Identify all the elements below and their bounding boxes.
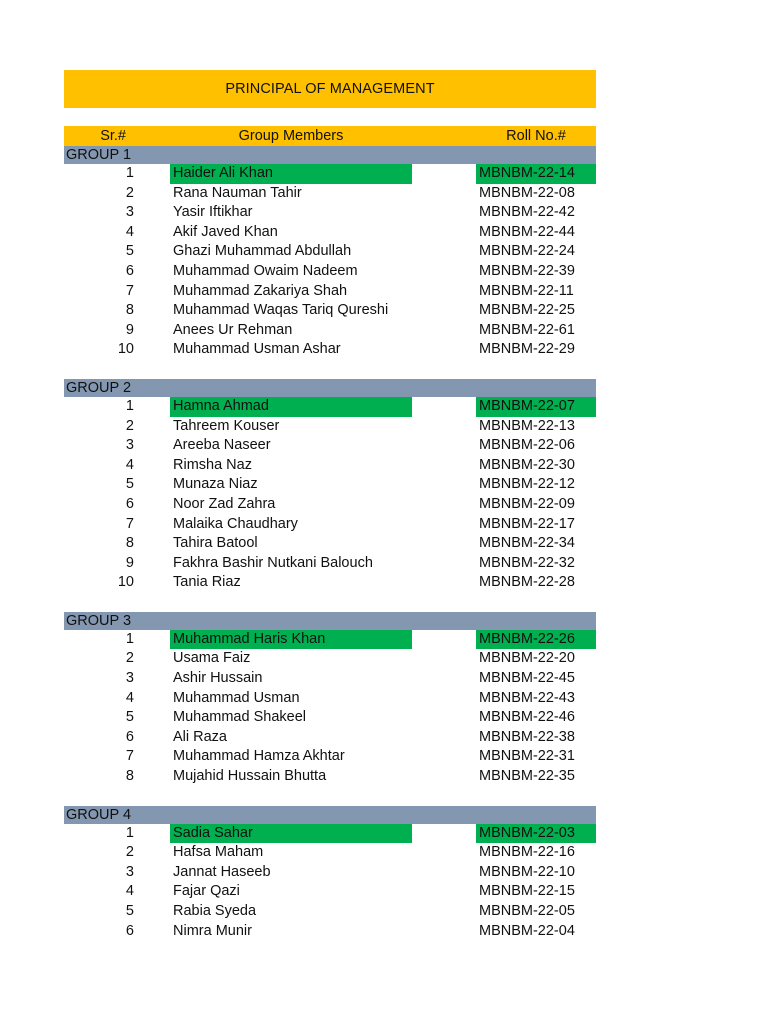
- serial-number: 1: [125, 824, 134, 841]
- roll-number: MBNBM-22-38: [479, 728, 575, 745]
- serial-number: 3: [125, 863, 134, 880]
- roll-number: MBNBM-22-07: [476, 397, 596, 417]
- member-name: Muhammad Shakeel: [173, 709, 306, 726]
- roll-number: MBNBM-22-35: [479, 768, 575, 785]
- table-row: [64, 515, 596, 535]
- serial-number: 2: [125, 650, 134, 667]
- table-row: [64, 340, 596, 360]
- member-name: Haider Ali Khan: [170, 164, 412, 184]
- serial-number: 4: [125, 223, 134, 240]
- table-row: [64, 747, 596, 767]
- table-row: [64, 301, 596, 321]
- roll-number: MBNBM-22-44: [479, 223, 575, 240]
- table-row: [64, 922, 596, 942]
- serial-number: 2: [125, 184, 134, 201]
- column-header-roll: Roll No.#: [506, 128, 566, 144]
- roll-number: MBNBM-22-26: [476, 630, 596, 650]
- member-name: Fakhra Bashir Nutkani Balouch: [173, 554, 373, 571]
- serial-number: 5: [125, 243, 134, 260]
- roll-number: MBNBM-22-04: [479, 922, 575, 939]
- roll-number: MBNBM-22-20: [479, 650, 575, 667]
- group-label: GROUP 3: [64, 612, 596, 630]
- table-row: [64, 262, 596, 282]
- serial-number: 10: [117, 341, 134, 358]
- table-row: [64, 242, 596, 262]
- table-row: [64, 475, 596, 495]
- serial-number: 3: [125, 204, 134, 221]
- member-name: Usama Faiz: [173, 650, 251, 667]
- table-row: [64, 534, 596, 554]
- table-row: [64, 321, 596, 341]
- roll-number: MBNBM-22-06: [479, 437, 575, 454]
- table-row: [64, 554, 596, 574]
- table-row: [64, 223, 596, 243]
- sheet-title: PRINCIPAL OF MANAGEMENT: [64, 70, 596, 108]
- serial-number: 4: [125, 689, 134, 706]
- member-name: Rana Nauman Tahir: [173, 184, 302, 201]
- table-row: [64, 767, 596, 787]
- roll-number: MBNBM-22-17: [479, 515, 575, 532]
- table-row: [64, 689, 596, 709]
- group-leader-row: [64, 824, 596, 844]
- member-name: Rimsha Naz: [173, 456, 252, 473]
- roll-number: MBNBM-22-28: [479, 574, 575, 591]
- table-row: [64, 573, 596, 593]
- member-name: Muhammad Hamza Akhtar: [173, 748, 345, 765]
- column-header-sr: Sr.#: [100, 128, 126, 144]
- serial-number: 9: [125, 554, 134, 571]
- table-row: [64, 436, 596, 456]
- member-name: Rabia Syeda: [173, 903, 257, 919]
- roll-number: MBNBM-22-25: [479, 302, 575, 319]
- member-name: Ali Raza: [173, 728, 227, 745]
- group-section: [64, 146, 596, 360]
- member-name: Areeba Naseer: [173, 437, 271, 454]
- member-name: Yasir Iftikhar: [173, 204, 253, 221]
- group-section: [64, 612, 596, 787]
- table-row: [64, 902, 596, 922]
- table-row: [64, 843, 596, 863]
- member-name: Muhammad Haris Khan: [170, 630, 412, 650]
- group-leader-row: [64, 630, 596, 650]
- serial-number: 6: [125, 262, 134, 279]
- roll-number: MBNBM-22-10: [479, 863, 575, 880]
- group-label: GROUP 2: [64, 379, 596, 397]
- table-row: [64, 882, 596, 902]
- serial-number: 7: [125, 515, 134, 532]
- roll-number: MBNBM-22-08: [479, 184, 575, 201]
- roll-number: MBNBM-22-12: [479, 476, 575, 493]
- roll-number: MBNBM-22-24: [479, 243, 575, 260]
- member-name: Muhammad Waqas Tariq Qureshi: [173, 302, 389, 319]
- serial-number: 6: [125, 495, 134, 512]
- table-row: [64, 417, 596, 437]
- group-leader-row: [64, 397, 596, 417]
- roll-number: MBNBM-22-45: [479, 670, 575, 687]
- table-row: [64, 728, 596, 748]
- roll-number: MBNBM-22-16: [479, 844, 575, 861]
- member-name: Hafsa Maham: [173, 844, 264, 861]
- serial-number: 7: [125, 282, 134, 299]
- serial-number: 1: [125, 397, 134, 414]
- serial-number: 3: [125, 437, 134, 454]
- member-name: Tania Riaz: [173, 574, 241, 591]
- table-row: [64, 203, 596, 223]
- roll-number: MBNBM-22-13: [479, 417, 575, 434]
- table-row: [64, 708, 596, 728]
- roll-number: MBNBM-22-30: [479, 456, 575, 473]
- roll-number: MBNBM-22-46: [479, 709, 575, 726]
- spreadsheet: [64, 70, 596, 960]
- serial-number: 5: [125, 476, 134, 493]
- member-name: Nimra Munir: [173, 922, 252, 939]
- member-name: Munaza Niaz: [173, 476, 258, 493]
- serial-number: 2: [125, 844, 134, 861]
- roll-number: MBNBM-22-61: [479, 321, 575, 338]
- roll-number: MBNBM-22-32: [479, 554, 575, 571]
- serial-number: 6: [125, 922, 134, 939]
- member-name: Muhammad Owaim Nadeem: [173, 262, 358, 279]
- groups-container: [64, 146, 596, 941]
- member-name: Muhammad Usman: [173, 689, 300, 706]
- roll-number: MBNBM-22-31: [479, 748, 575, 765]
- serial-number: 1: [125, 165, 134, 181]
- member-name: Noor Zad Zahra: [173, 495, 276, 512]
- roll-number: MBNBM-22-42: [479, 204, 575, 221]
- group-leader-row: [64, 164, 596, 184]
- member-name: Tahreem Kouser: [173, 417, 280, 434]
- group-label: GROUP 4: [64, 806, 596, 824]
- table-row: [64, 669, 596, 689]
- member-name: Fajar Qazi: [173, 883, 240, 900]
- serial-number: 6: [125, 728, 134, 745]
- serial-number: 8: [125, 768, 134, 785]
- column-header-members: Group Members: [238, 128, 344, 144]
- member-name: Jannat Haseeb: [173, 863, 271, 880]
- roll-number: MBNBM-22-11: [479, 282, 574, 299]
- member-name: Akif Javed Khan: [173, 223, 278, 240]
- roll-number: MBNBM-22-29: [479, 341, 575, 358]
- member-name: Hamna Ahmad: [170, 397, 412, 417]
- member-name: Muhammad Zakariya Shah: [173, 282, 348, 299]
- serial-number: 4: [125, 456, 134, 473]
- serial-number: 5: [125, 709, 134, 726]
- serial-number: 5: [125, 903, 134, 919]
- roll-number: MBNBM-22-14: [476, 164, 596, 184]
- member-name: Muhammad Usman Ashar: [173, 341, 341, 358]
- table-row: [64, 184, 596, 204]
- table-row: [64, 863, 596, 883]
- table-row: [64, 495, 596, 515]
- serial-number: 2: [125, 417, 134, 434]
- serial-number: 1: [125, 630, 134, 647]
- column-header-row: [64, 126, 596, 146]
- member-name: Ashir Hussain: [173, 670, 263, 687]
- table-row: [64, 649, 596, 669]
- member-name: Malaika Chaudhary: [173, 515, 298, 532]
- roll-number: MBNBM-22-39: [479, 262, 575, 279]
- table-row: [64, 282, 596, 302]
- roll-number: MBNBM-22-05: [479, 903, 575, 919]
- serial-number: 8: [125, 302, 134, 319]
- serial-number: 8: [125, 535, 134, 552]
- member-name: Tahira Batool: [173, 535, 258, 552]
- group-label: GROUP 1: [64, 146, 596, 164]
- roll-number: MBNBM-22-34: [479, 535, 575, 552]
- group-section: [64, 806, 596, 942]
- serial-number: 7: [125, 748, 134, 765]
- serial-number: 3: [125, 670, 134, 687]
- serial-number: 10: [117, 574, 134, 591]
- table-row: [64, 456, 596, 476]
- roll-number: MBNBM-22-09: [479, 495, 575, 512]
- member-name: Sadia Sahar: [170, 824, 412, 844]
- roll-number: MBNBM-22-15: [479, 883, 575, 900]
- member-name: Anees Ur Rehman: [173, 321, 293, 338]
- member-name: Mujahid Hussain Bhutta: [173, 768, 327, 785]
- group-section: [64, 379, 596, 593]
- member-name: Ghazi Muhammad Abdullah: [173, 243, 352, 260]
- roll-number: MBNBM-22-43: [479, 689, 575, 706]
- serial-number: 9: [125, 321, 134, 338]
- roll-number: MBNBM-22-03: [476, 824, 596, 844]
- serial-number: 4: [125, 883, 134, 900]
